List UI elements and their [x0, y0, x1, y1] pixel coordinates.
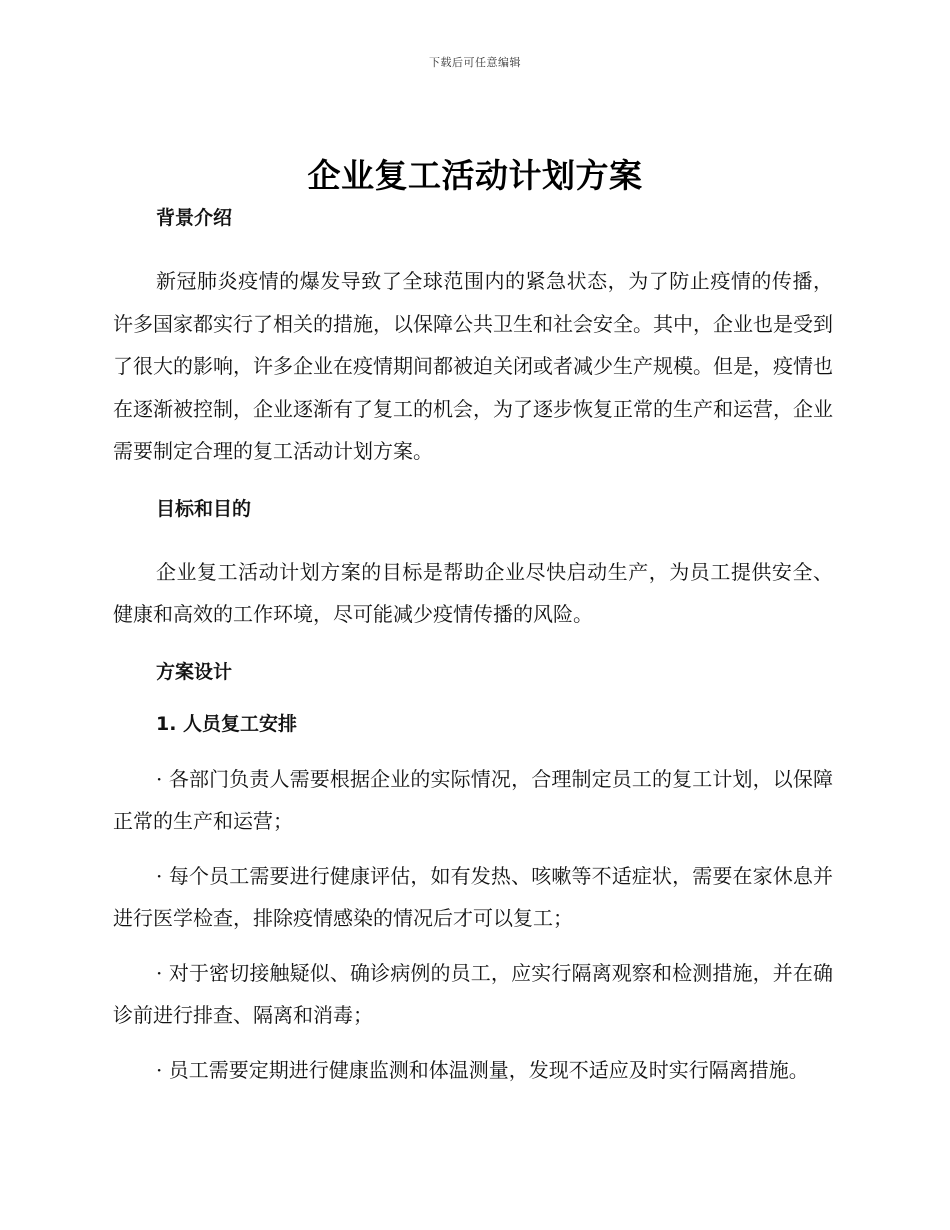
subheading-staff-arrangement: 1. 人员复工安排: [156, 712, 298, 735]
bullet-item: · 员工需要定期进行健康监测和体温测量，发现不适应及时实行隔离措施。: [113, 1049, 833, 1092]
document-body: [113, 200, 833, 1091]
bullet-item: · 对于密切接触疑似、确诊病例的员工，应实行隔离观察和检测措施，并在确诊前进行排查、隔离和消毒；: [113, 952, 833, 1037]
paragraph-background: 新冠肺炎疫情的爆发导致了全球范围内的紧急状态，为了防止疫情的传播，许多国家都实行了相关的措施，以保障公共卫生和社会安全。其中，企业也是受到了很大的影响，许多企业在疫情期间都被迫关闭或者减少生产规模。但是，疫情也在逐渐被控制，企业逐渐有了复工的机会，为了逐步恢复正常的生产和运营，企业需要制定合理的复工活动计划方案。: [113, 269, 833, 463]
header-note: 下载后可任意编辑: [429, 56, 521, 69]
document-title: 企业复工活动计划方案: [307, 156, 643, 195]
section-heading-background: 背景介绍: [156, 207, 233, 229]
paragraph-goals: 企业复工活动计划方案的目标是帮助企业尽快启动生产，为员工提供安全、健康和高效的工作环境，尽可能减少疫情传播的风险。: [113, 559, 833, 626]
section-heading-goals: 目标和目的: [156, 497, 252, 520]
bullet-item: · 每个员工需要进行健康评估，如有发热、咳嗽等不适症状，需要在家休息并进行医学检查，排除疫情感染的情况后才可以复工；: [113, 855, 833, 940]
bullet-item: · 各部门负责人需要根据企业的实际情况，合理制定员工的复工计划，以保障正常的生产和运营；: [113, 758, 833, 843]
section-heading-design: 方案设计: [156, 660, 233, 683]
